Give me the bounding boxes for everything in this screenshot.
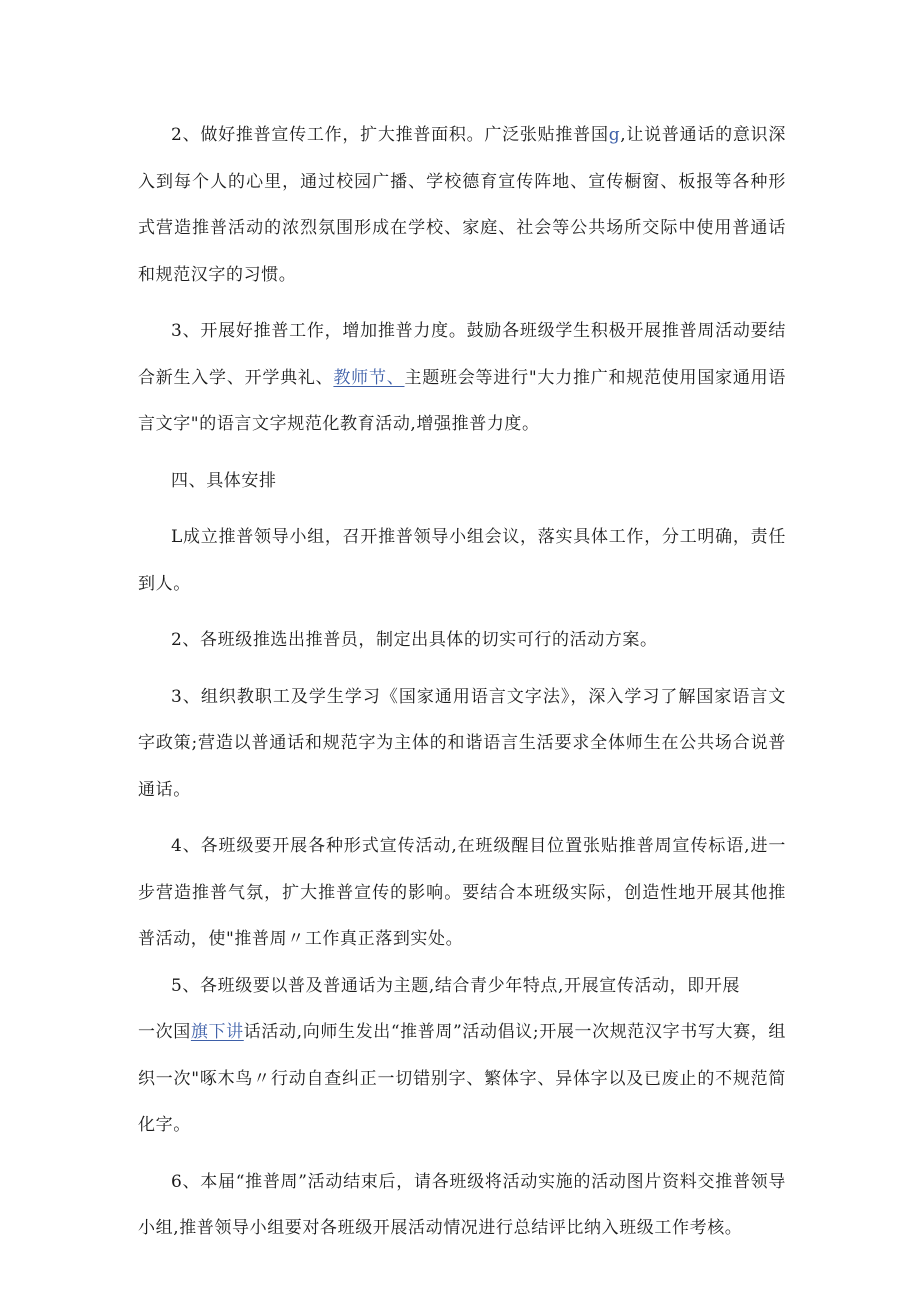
section-heading: 四、具体安排	[171, 470, 277, 491]
paragraph-promotion	[138, 308, 786, 448]
list-item-3: 3、组织教职工及学生学习《国家通用语言文字法》，深入学习了解国家语言文字政策;营造以普通话和规范字为主体的和谐语言生活要求全体师生在公共场合说普通话。	[138, 686, 786, 800]
paragraph-text: 主题班会等进行"大力推广和规范使用国家通用语言文字"的语言文字规范化教育活动,增强推普力度。	[138, 367, 786, 434]
flag-speech-link[interactable]: 旗下讲	[190, 1022, 244, 1042]
paragraph-publicity	[138, 112, 786, 298]
list-item-6: 6、本届“推普周”活动结束后，请各班级将活动实施的活动图片资料交推普领导小组,推普领导小组要对各班级开展活动情况进行总结评比纳入班级工作考核。	[138, 1171, 786, 1238]
list-item-5-body	[138, 1009, 786, 1149]
teachers-day-link[interactable]: 教师节、	[333, 367, 405, 388]
list-item-5-line1: 5、各班级要以普及普通话为主题,结合青少年特点,开展宣传活动，即开展	[171, 975, 741, 996]
paragraph-text: 3、开展好推普工作，增加推普力度。鼓励各班级学生积极开展推普周活动要结合新生入学、开学典礼、	[138, 321, 786, 388]
paragraph-text: ,让说普通话的意识深入到每个人的心里，通过校园广播、学校德育宣传阵地、宣传橱窗、板报等各种形式营造推普活动的浓烈氛围形成在学校、家庭、社会等公共场所交际中使用普通话和规范汉字的习惯。	[138, 125, 786, 285]
ocr-artifact-text: g	[608, 125, 621, 145]
paragraph-text: 2、做好推普宣传工作，扩大推普面积。广泛张贴推普国	[171, 125, 609, 145]
list-item-4: 4、各班级要开展各种形式宣传活动,在班级醒目位置张贴推普周宣传标语,进一步营造推普气氛，扩大推普宣传的影响。要结合本班级实际，创造性地开展其他推普活动，使"推普周〃工作真正落到实处。	[138, 836, 786, 949]
paragraph-text: 一次国	[138, 1022, 191, 1042]
list-item-2: 2、各班级推选出推普员，制定出具体的切实可行的活动方案。	[171, 630, 658, 650]
list-item-1: L成立推普领导小组，召开推普领导小组会议，落实具体工作，分工明确，责任到人。	[138, 527, 786, 594]
paragraph-text: 话活动,向师生发出“推普周”活动倡议;开展一次规范汉字书写大赛，组织一次"啄木鸟〃行动自查纠正一切错别字、繁体字、异体字以及已废止的不规范简化字。	[138, 1022, 786, 1135]
